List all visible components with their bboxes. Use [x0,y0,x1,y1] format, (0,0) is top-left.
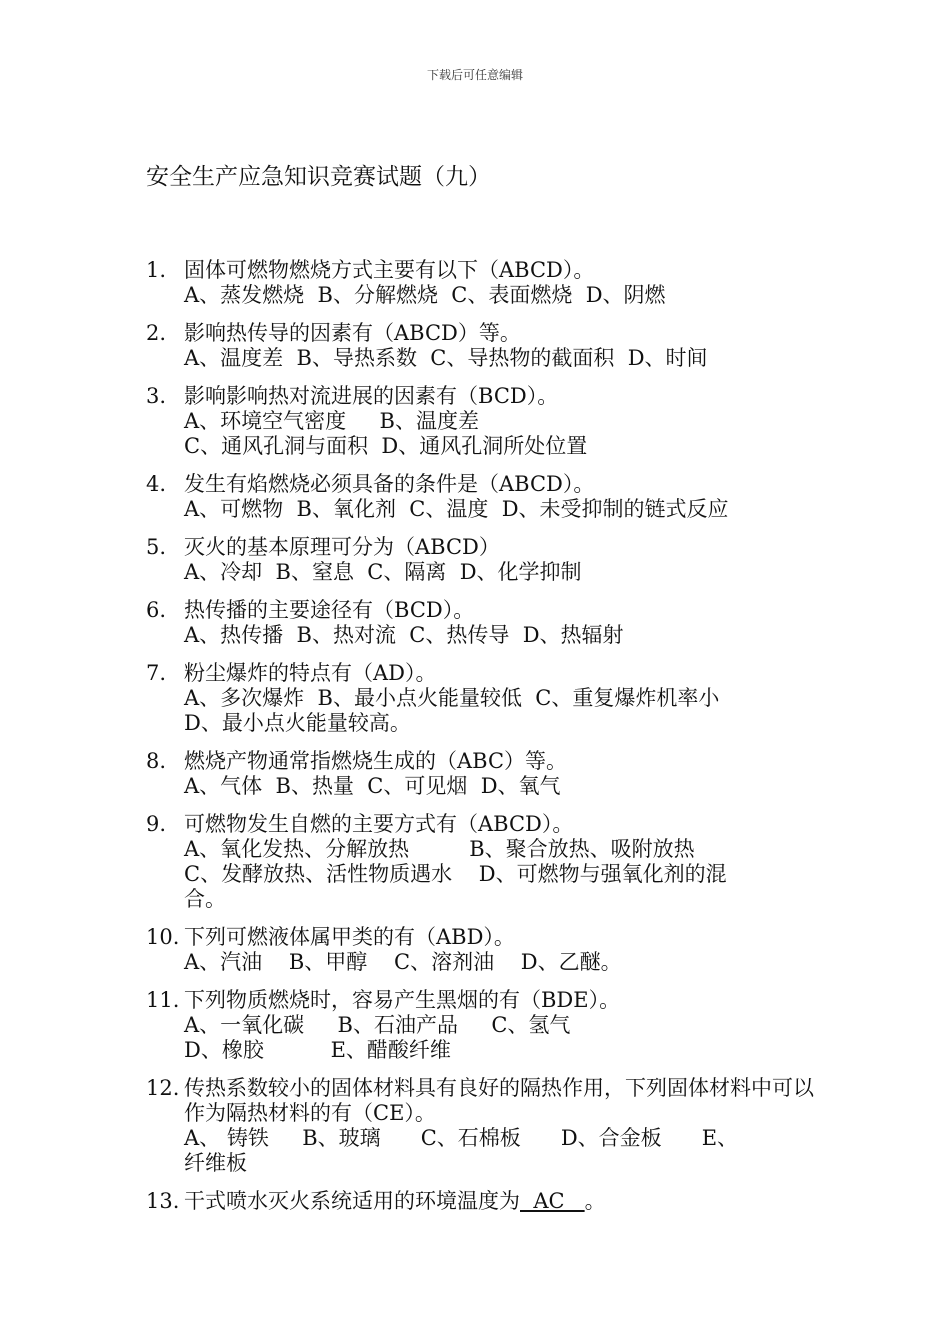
question-number: 5. [146,535,167,559]
question-text: 固体可燃物燃烧方式主要有以下（ABCD）。 [184,258,595,282]
option-line: A、环境空气密度 B、温度差 [184,409,479,433]
option-line: A、一氧化碳 B、石油产品 C、氢气 [184,1013,571,1037]
option-line: D、最小点火能量较高。 [184,711,411,735]
option-line: D、橡胶 E、醋酸纤维 [184,1038,451,1062]
question-number: 1. [146,258,167,282]
question-item [146,598,816,648]
question-number: 13. [146,1189,180,1213]
option-line: C、通风孔洞与面积 D、通风孔洞所处位置 [184,434,588,458]
question-text: 燃烧产物通常指燃烧生成的（ABC）等。 [184,749,568,773]
option-line: A、氧化发热、分解放热 B、聚合放热、吸附放热 [184,837,695,861]
option-line: A、温度差 B、导热系数 C、导热物的截面积 D、时间 [184,346,708,370]
question-number: 12. [146,1076,180,1100]
question-text: 影响影响热对流进展的因素有（BCD）。 [184,384,559,408]
option-line: A、可燃物 B、氧化剂 C、温度 D、未受抑制的链式反应 [184,497,729,521]
question-text: 发生有焰燃烧必须具备的条件是（ABCD）。 [184,472,595,496]
option-line: A、 铸铁 B、玻璃 C、石棉板 D、合金板 E、 [184,1126,739,1150]
question-text: 热传播的主要途径有（BCD）。 [184,598,475,622]
question-number: 10. [146,925,180,949]
question-number: 11. [146,988,180,1012]
question-item [146,258,816,308]
question-item [146,925,816,975]
question-number: 7. [146,661,167,685]
question-item [146,1189,816,1214]
question-number: 9. [146,812,167,836]
question-item [146,321,816,371]
question-text: 传热系数较小的固体材料具有良好的隔热作用，下列固体材料中可以 作为隔热材料的有（CE）。 [184,1076,814,1125]
option-line: 纤维板 [184,1151,247,1175]
option-line: C、发酵放热、活性物质遇水 D、可燃物与强氧化剂的混 [184,862,727,886]
option-line: 合。 [184,887,226,911]
option-line: A、热传播 B、热对流 C、热传导 D、热辐射 [184,623,624,647]
question-number: 4. [146,472,167,496]
question-text: 影响热传导的因素有（ABCD）等。 [184,321,521,345]
question-item [146,749,816,799]
question-item [146,812,816,912]
question-number: 2. [146,321,167,345]
option-line: A、气体 B、热量 C、可见烟 D、氧气 [184,774,561,798]
question-text: 可燃物发生自燃的主要方式有（ABCD）。 [184,812,574,836]
question-text-after: 。 [584,1189,606,1213]
question-item [146,384,816,459]
question-text: 下列可燃液体属甲类的有（ABD）。 [184,925,515,949]
answer-blank: AC [520,1189,585,1213]
option-line: A、多次爆炸 B、最小点火能量较低 C、重复爆炸机率小 [184,686,720,710]
question-number: 6. [146,598,167,622]
option-line: A、蒸发燃烧 B、分解燃烧 C、表面燃烧 D、阴燃 [184,283,666,307]
question-list [146,258,816,1227]
question-item [146,535,816,585]
question-item [146,472,816,522]
question-item [146,661,816,736]
option-line: A、汽油 B、甲醇 C、溶剂油 D、乙醚。 [184,950,622,974]
question-item [146,1076,816,1176]
question-text [184,1189,816,1214]
question-text: 粉尘爆炸的特点有（AD）。 [184,661,437,685]
question-number: 8. [146,749,167,773]
question-text-before: 干式喷水灭火系统适用的环境温度为 [184,1189,520,1213]
question-text: 灭火的基本原理可分为（ABCD） [184,535,500,559]
header-note: 下载后可任意编辑 [426,68,523,82]
question-text: 下列物质燃烧时，容易产生黑烟的有（BDE）。 [184,988,621,1012]
option-line: A、冷却 B、窒息 C、隔离 D、化学抑制 [184,560,582,584]
question-number: 3. [146,384,167,408]
document-title: 安全生产应急知识竞赛试题（九） [146,164,491,190]
question-item [146,988,816,1063]
